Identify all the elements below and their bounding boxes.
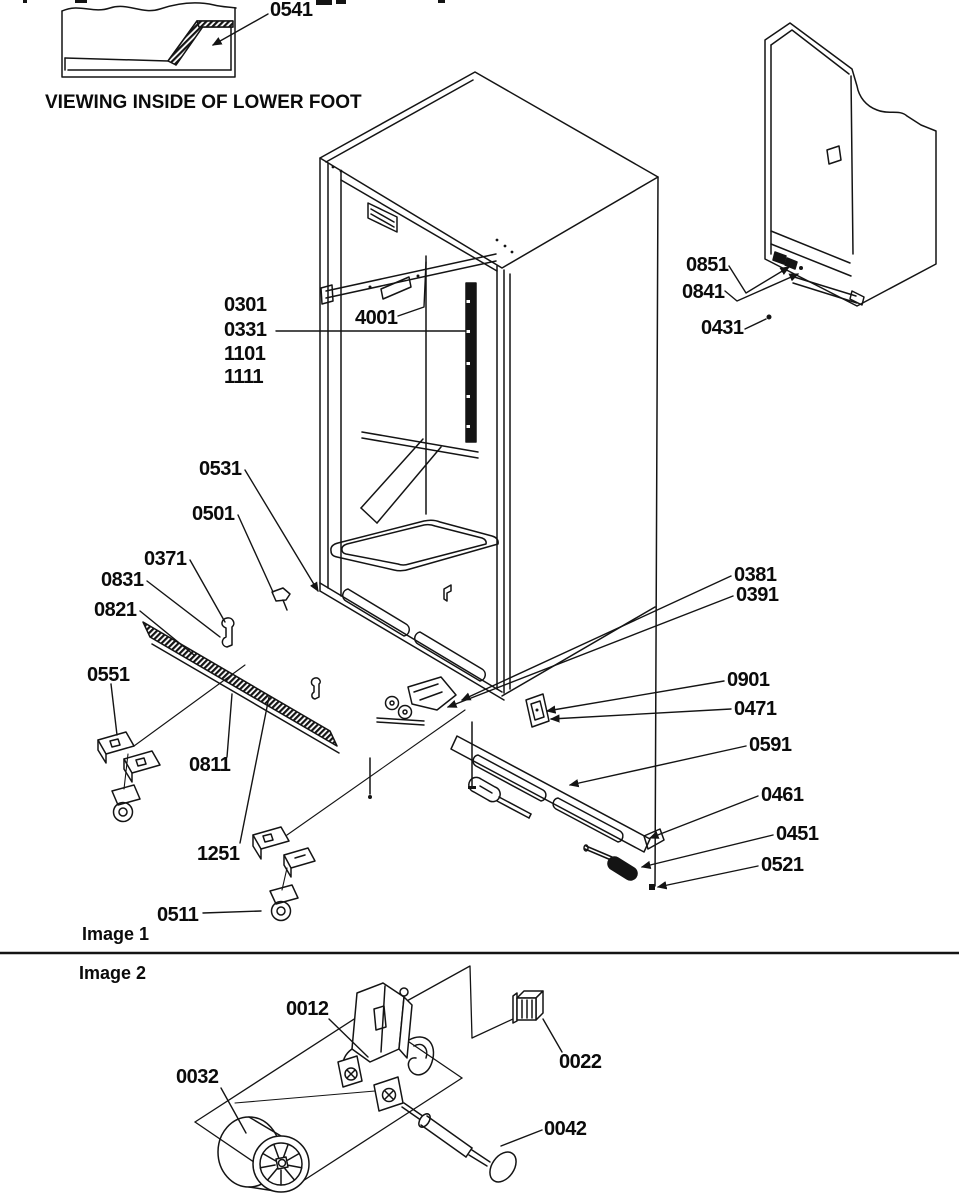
leader-0461 [650,796,758,838]
leader-0511 [203,911,261,913]
callout-0032: 0032 [176,1066,219,1088]
top-face-screw-dots [332,166,514,254]
leader-0551 [111,684,117,735]
floor-vent-slot [415,632,485,681]
callout-0531: 0531 [199,458,242,480]
center-bracket-assembly [253,710,465,921]
callout-0471: 0471 [734,698,777,720]
leader-0851 [729,266,789,293]
leader-0471 [551,709,731,719]
leader-lines-image1 [111,262,773,913]
callout-0501: 0501 [192,503,235,525]
callout-0811: 0811 [189,754,231,776]
leader-0451 [642,835,773,867]
toe-grille-drawing [143,622,339,753]
floor-vent-slot [343,589,409,636]
leader-0831 [147,581,220,637]
roller-bracket-part [338,983,433,1111]
callout-4001: 4001 [355,307,398,329]
callout-1101: 1101 [224,343,266,365]
callout-0431: 0431 [701,317,744,339]
callout-1111: 1111 [224,366,264,388]
leader-0431 [745,319,766,329]
callout-0461: 0461 [761,784,804,806]
callout-0391: 0391 [736,584,779,606]
callout-0821: 0821 [94,599,137,621]
roller-wheel-part [218,1117,309,1192]
callout-0521: 0521 [761,854,804,876]
image1-section-label: Image 1 [82,924,150,944]
drain-clip [272,588,290,601]
roller-detail-drawing [195,966,562,1192]
callout-0591: 0591 [749,734,792,756]
callout-0331: 0331 [224,319,267,341]
leader-0032 [221,1088,246,1133]
cropped-top-remnants [23,0,445,5]
roller-clip-part [513,991,543,1023]
callout-0511: 0511 [157,904,199,926]
leader-0042 [501,1130,542,1146]
cabinet-back-view-drawing [725,23,936,329]
leader-1251 [240,697,269,843]
image2-section-label: Image 2 [79,963,147,983]
callout-0371: 0371 [144,548,187,570]
callout-0022: 0022 [559,1051,602,1073]
leader-0391 [448,596,733,707]
callout-0451: 0451 [776,823,819,845]
callout-1251: 1251 [197,843,240,865]
callout-0851: 0851 [686,254,729,276]
callout-0381: 0381 [734,564,777,586]
inset-caption: VIEWING INSIDE OF LOWER FOOT [45,92,362,113]
leader-0022 [543,1019,562,1052]
leader-0371 [190,560,225,622]
leader-0521 [658,866,758,887]
leader-0531 [245,470,318,591]
callout-0841: 0841 [682,281,725,303]
callout-0301: 0301 [224,294,267,316]
callout-0901: 0901 [727,669,770,691]
callout-0831: 0831 [101,569,144,591]
left-bracket-assembly [98,665,245,822]
leader-0811 [227,694,232,757]
cabinet-main-drawing [272,72,658,890]
leader-0381 [462,576,731,700]
leader-0591 [570,746,746,785]
callout-0042: 0042 [544,1118,587,1140]
callout-0551: 0551 [87,664,130,686]
bottom-rail-assembly [451,736,664,880]
callout-0012: 0012 [286,998,329,1020]
leader-0541 [213,14,268,45]
leader-0501 [238,515,273,592]
lower-foot-inset-drawing [62,3,268,77]
leader-0901 [547,681,724,711]
callout-0541: 0541 [270,0,313,21]
